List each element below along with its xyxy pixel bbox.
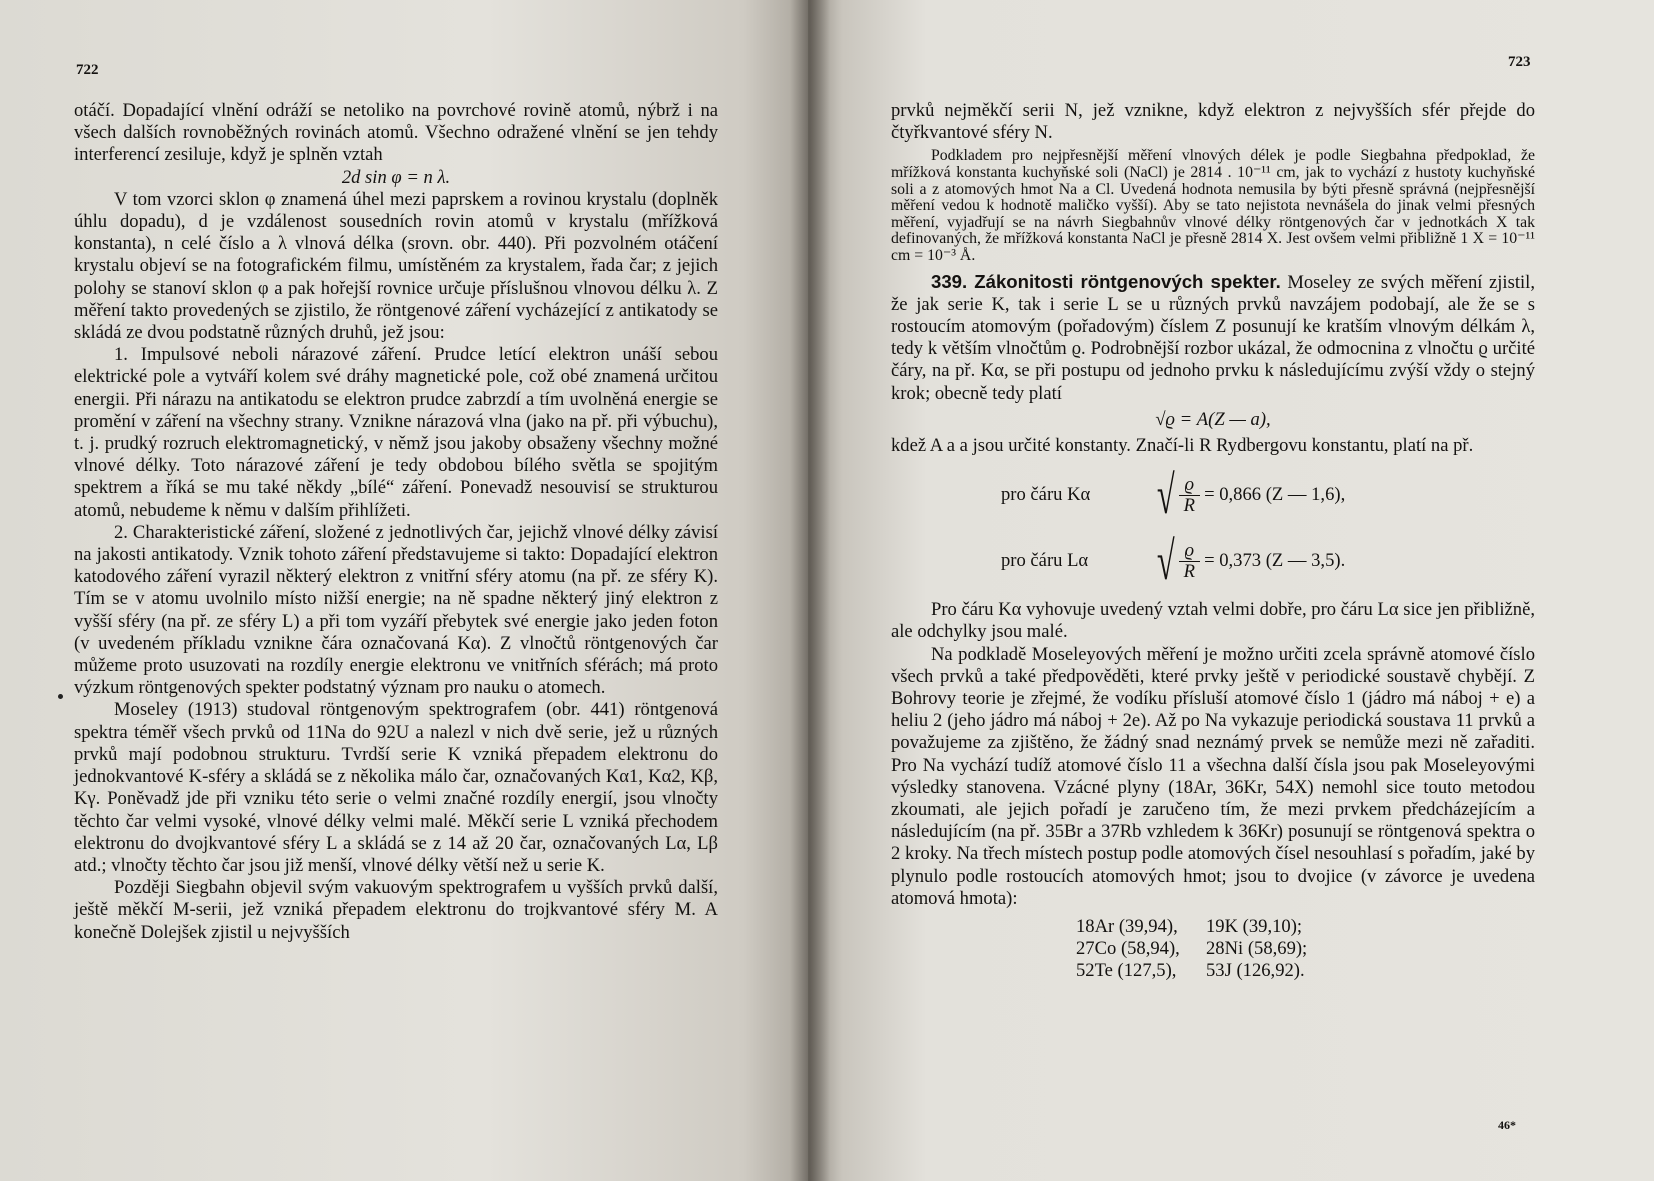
paragraph: Pro čáru Kα vyhovuje uvedený vztah velmi dobře, pro čáru Lα sice jen přibližně, ale odchylky jsou malé. <box>891 599 1535 643</box>
bragg-equation: 2d sin φ = n λ. <box>341 166 451 188</box>
left-page <box>0 0 808 1181</box>
formula-rhs: = 0,373 (Z — 3,5). <box>1204 550 1346 572</box>
signature-mark: 46* <box>1498 1118 1516 1132</box>
right-page-body <box>891 100 1535 983</box>
paragraph: 1. Impulsové neboli nárazové záření. Prudce letící elektron unáší sebou elektrické pole a vytváří kolem své dráhy magnetické pole, což obé znamená určitou energii. Při nárazu na antikatodu se elektron prudce zabrzdí a tím uvolněná energie se promění v záření na všechny strany. Vznikne nárazová vlna (jako na př. při výbuchu), t. j. prudký rozruch elektromagnetický, v němž jsou jakoby obsaženy všechny možné vlnové délky. Toto nárazové záření je tedy obdobou bílého světla se spojitým spektrem a říká se mu také někdy „bílé“ záření. Ponevadž nesouvisí se strukturou atomů, nebudeme k němu v dalším přihlížeti. <box>74 344 718 521</box>
pair-first: 18Ar (39,94), <box>1076 916 1178 938</box>
formula-row <box>1001 531 1535 592</box>
fraction <box>1179 541 1200 582</box>
pair-row <box>1076 960 1535 982</box>
book-gutter <box>790 0 830 1181</box>
formula-label: pro čáru Kα <box>1001 484 1091 506</box>
pair-first: 27Co (58,94), <box>1076 938 1180 960</box>
formula-general: √ϱ = A(Z — a), <box>1155 408 1271 430</box>
pair-row <box>1076 916 1535 938</box>
square-root-icon: √ <box>1156 465 1175 526</box>
fraction-denominator: R <box>1183 494 1196 516</box>
paragraph: 2. Charakteristické záření, složené z jednotlivých čar, jejichž vlnové délky závisí na jakosti antikatody. Vznik tohoto záření představujeme si takto: Dopadající elektron katodového záření vyrazil některý elektron z vnitřní sféry atomu (na př. ze sféry K). Tím se v atomu uvolnilo místo nižší energie; na ně spadne některý jiný elektron z vyšší sféry (na př. ze sféry L) a při tom vyzáří přebytek své energie jako jeden foton (v uvedeném příkladu vznikne čára označovaná Kα). Z vlnočtů röntgenových čar můžeme proto usuzovati na rozdíly energie elektronu ve vnitřních sférách; má proto výzkum röntgenových spekter podstatný význam pro nauku o atomech. <box>74 521 718 699</box>
element-pairs <box>1076 916 1535 983</box>
pair-second: 19K (39,10); <box>1206 916 1303 938</box>
small-print-note: Podkladem pro nejpřesnější měření vlnových délek je podle Siegbahna předpoklad, že mřížková konstanta kuchyňské soli (NaCl) je 2814 . 10⁻¹¹ cm, jak to vychází z hustoty kuchyňské soli a z atomových hmot Na a Cl. Uvedená hodnota nemusila by býti přesně správná (nejpřesnější měření vedou k hodnotě maličko vyšší). Aby se tato nejistota nevnášela do jinak velmi přesných měření, vyjadřují se na návrh Siegbahnův vlnové délky röntgenových čar v jednotkách X tak definovaných, že mřížková konstanta NaCl je přesně 2814 X. Jest ovšem velmi přibližně 1 X = 10⁻¹¹ cm = 10⁻³ Å. <box>891 147 1535 264</box>
pair-second: 53J (126,92). <box>1206 960 1305 982</box>
stray-ink-dot <box>58 694 63 699</box>
formula-row <box>1001 465 1535 526</box>
paragraph: otáčí. Dopadající vlnění odráží se netoliko na povrchové rovině atomů, nýbrž i na všech dalších rovnoběžných rovinách atomů. Všechno odražené vlnění se jen tehdy interferencí zesiluje, když je splněn vztah <box>74 100 718 166</box>
fraction-numerator: ϱ <box>1179 541 1200 562</box>
fraction-denominator: R <box>1183 560 1196 582</box>
square-root-icon: √ <box>1156 531 1175 592</box>
paragraph: kdež A a a jsou určité konstanty. Značí-li R Rydbergovu konstantu, platí na př. <box>891 434 1474 456</box>
formula-label: pro čáru Lα <box>1001 550 1089 572</box>
formula-rhs: = 0,866 (Z — 1,6), <box>1204 484 1346 506</box>
pair-second: 28Ni (58,69); <box>1206 938 1308 960</box>
paragraph: Později Siegbahn objevil svým vakuovým spektrografem u vyšších prvků další, ještě měkčí M-serii, jež vzniká přepadem elektronu do trojkvantové sféry M. A konečně Dolejšek zjistil u nejvyšších <box>74 877 718 943</box>
paragraph: V tom vzorci sklon φ znamená úhel mezi paprskem a rovinou krystalu (doplněk úhlu dopadu), d je vzdálenost sousedních rovin atomů v krystalu (mřížková konstanta), n celé číslo a λ vlnová délka (srovn. obr. 440). Při pozvolném otáčení krystalu objeví se na fotografickém filmu, umístěném za krystalem, řada čar; z jejich polohy se stanoví sklon φ a pak hořejší rovnice určuje příslušnou vlnovou délku λ. Z měření takto provedených se zjistilo, že röntgenové záření vycházející z antikatody se skládá ze dvou podstatně různých druhů, jež jsou: <box>74 188 718 344</box>
section-text: Moseley ze svých měření zjistil, že jak serie K, tak i serie L se u různých prvků navzájem podobají, ale že se s rostoucím atomovým (pořadovým) číslem Z posunují ke kratším vlnovým délkám λ, tedy k větším vlnočtům ϱ. Podrobnější rozbor ukázal, že odmocnina z vlnočtu ϱ určité čáry, na př. Kα, se při postupu od jednoho prvku k následujícímu zvýší vždy o stejný krok; obecně tedy platí <box>891 271 1535 404</box>
page-number-left: 722 <box>76 62 99 78</box>
fraction <box>1179 475 1200 516</box>
right-page <box>808 0 1654 1181</box>
left-page-body <box>74 100 718 944</box>
fraction-numerator: ϱ <box>1179 475 1200 496</box>
pair-row <box>1076 938 1535 960</box>
page-number-right: 723 <box>1508 54 1531 70</box>
paragraph: Moseley (1913) studoval röntgenovým spektrografem (obr. 441) röntgenová spektra téměř všech prvků od 11Na do 92U a nalezl v nich dvě serie, jež u různých prvků mají podobnou strukturu. Tvrdší serie K vzniká přepadem elektronu do jednokvantové K-sféry a skládá se z několika málo čar, označovaných Kα1, Kα2, Kβ, Kγ. Poněvadž jde při vzniku této serie o velmi značné rozdíly energií, jsou vlnočty těchto čar velmi vysoké, vlnové délky velmi malé. Měkčí serie L vzniká přechodem elektronu do dvojkvantové sféry L a skládá se z 14 až 20 čar, označovaných Lα, Lβ atd.; vlnočty těchto čar jsou již menší, vlnové délky větší než u serie K. <box>74 699 718 876</box>
section-heading: 339. Zákonitosti röntgenových spekter. <box>931 270 1281 292</box>
paragraph: Na podkladě Moseleyových měření je možno určiti zcela správně atomové číslo všech prvků a také předpověděti, které prvky ještě v periodické soustavě chybějí. Z Bohrovy teorie je zřejmé, že vodíku přísluší atomové číslo 1 (jádro má náboj + e) a heliu 2 (jeho jádro má náboj + 2e). Až po Na vykazuje periodická soustava 11 prvků a považujeme za zjištěno, že žádný snad neznámý prvek se nemůže mezi ně zařaditi. Pro Na vychází tudíž atomové číslo 11 a všechna další čísla jsou pak Moseleyovými výsledky stanovena. Vzácné plyny (18Ar, 36Kr, 54X) nemohl sice touto metodou zkoumati, ale jejich pořadí je zaručeno tím, že mezi prvkem předcházejícím a následujícím (na př. 35Br a 37Rb vzhledem k 36Kr) posunují se röntgenová spektra o 2 kroky. Na třech místech postup podle atomových čísel nesouhlasí s pořadím, jaké by plynulo podle rostoucích atomových hmot; jsou to dvojice (v závorce je uvedena atomová hmota): <box>891 643 1535 909</box>
paragraph: prvků nejměkčí serii N, jež vznikne, když elektron z nejvyšších sfér přejde do čtyřkvantové sféry N. <box>891 100 1535 144</box>
pair-first: 52Te (127,5), <box>1076 960 1177 982</box>
